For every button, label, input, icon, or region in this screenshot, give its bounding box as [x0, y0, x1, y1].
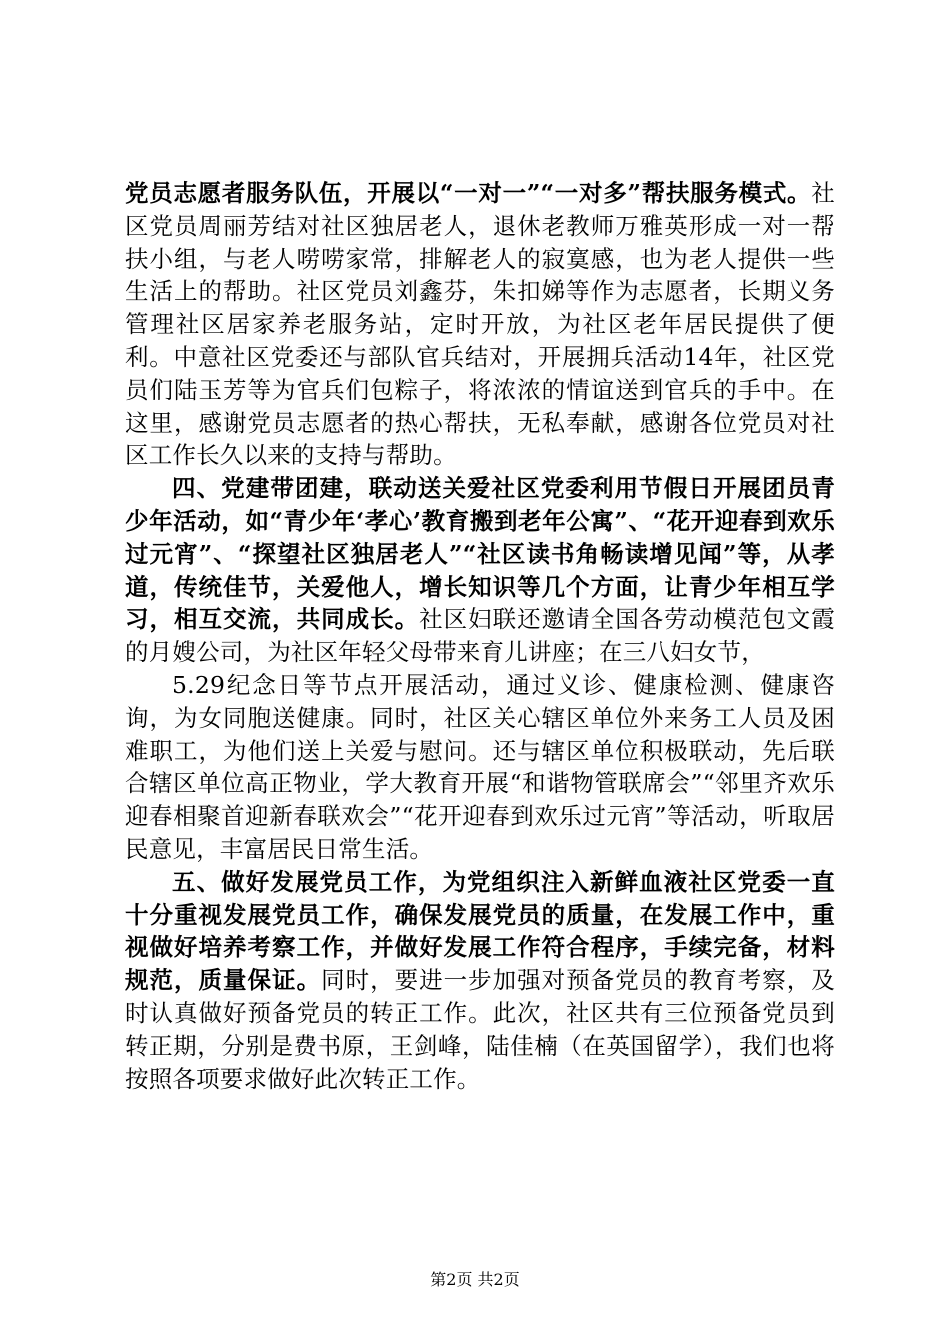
- paragraph-text: 同时，要进一步加强对预备党员的教育考察，及时认真做好预备党员的转正工作。此次，社区共有三位预备党员到转正期，分别是费书原，王剑峰，陆佳楠（在英国留学），我们也将按照各项要求做好此次转正工作。: [125, 966, 835, 1093]
- document-body: [125, 177, 835, 1095]
- paragraph-text: 社区妇联还邀请全国各劳动模范包文霞的月嫂公司，为社区年轻父母带来育儿讲座；在三八妇女节，: [125, 605, 835, 667]
- page-footer: [0, 1270, 950, 1290]
- paragraph-health-activities: [125, 669, 835, 866]
- paragraph-section-four: [125, 472, 835, 669]
- paragraph-lead: 党员志愿者服务队伍，开展以“一对一”“一对多”帮扶服务模式。: [125, 179, 812, 207]
- page-number-label: 第2页 共2页: [430, 1270, 520, 1289]
- section-five-heading: 五、做好发展党员工作，为党组织注入新鲜血液社区党委一直十分重视发展党员工作，确保发展党员的质量，在发展工作中，重视做好培养考察工作，并做好发展工作符合程序，手续完备，材料规范，质量保证。: [125, 867, 835, 995]
- paragraph-text: 5.29纪念日等节点开展活动，通过义诊、健康检测、健康咨询，为女同胞送健康。同时，社区关心辖区单位外来务工人员及困难职工，为他们送上关爱与慰问。还与辖区单位积极联动，先后联合辖区单位高正物业，学大教育开展“和谐物管联席会”“邻里齐欢乐迎春相聚首迎新春联欢会”“花开迎春到欢乐过元宵”等活动，听取居民意见，丰富居民日常生活。: [125, 670, 835, 863]
- paragraph-volunteer-service: [125, 177, 835, 472]
- section-four-heading: 四、党建带团建，联动送关爱社区党委利用节假日开展团员青少年活动，如“青少年‘孝心’教育搬到老年公寓”、“花开迎春到欢乐过元宵”、“探望社区独居老人”“社区读书角畅读增见闻”等，从孝道，传统佳节，关爱他人，增长知识等几个方面，让青少年相互学习，相互交流，共同成长。: [125, 474, 835, 634]
- paragraph-section-five: [125, 866, 835, 1096]
- paragraph-text: 社区党员周丽芳结对社区独居老人，退休老教师万雅英形成一对一帮扶小组，与老人唠唠家常，排解老人的寂寞感，也为老人提供一些生活上的帮助。社区党员刘鑫芬，朱扣娣等作为志愿者，长期义务管理社区居家养老服务站，定时开放，为社区老年居民提供了便利。中意社区党委还与部队官兵结对，开展拥兵活动14年，社区党员们陆玉芳等为官兵们包粽子，将浓浓的情谊送到官兵的手中。在这里，感谢党员志愿者的热心帮扶，无私奉献，感谢各位党员对社区工作长久以来的支持与帮助。: [125, 179, 835, 470]
